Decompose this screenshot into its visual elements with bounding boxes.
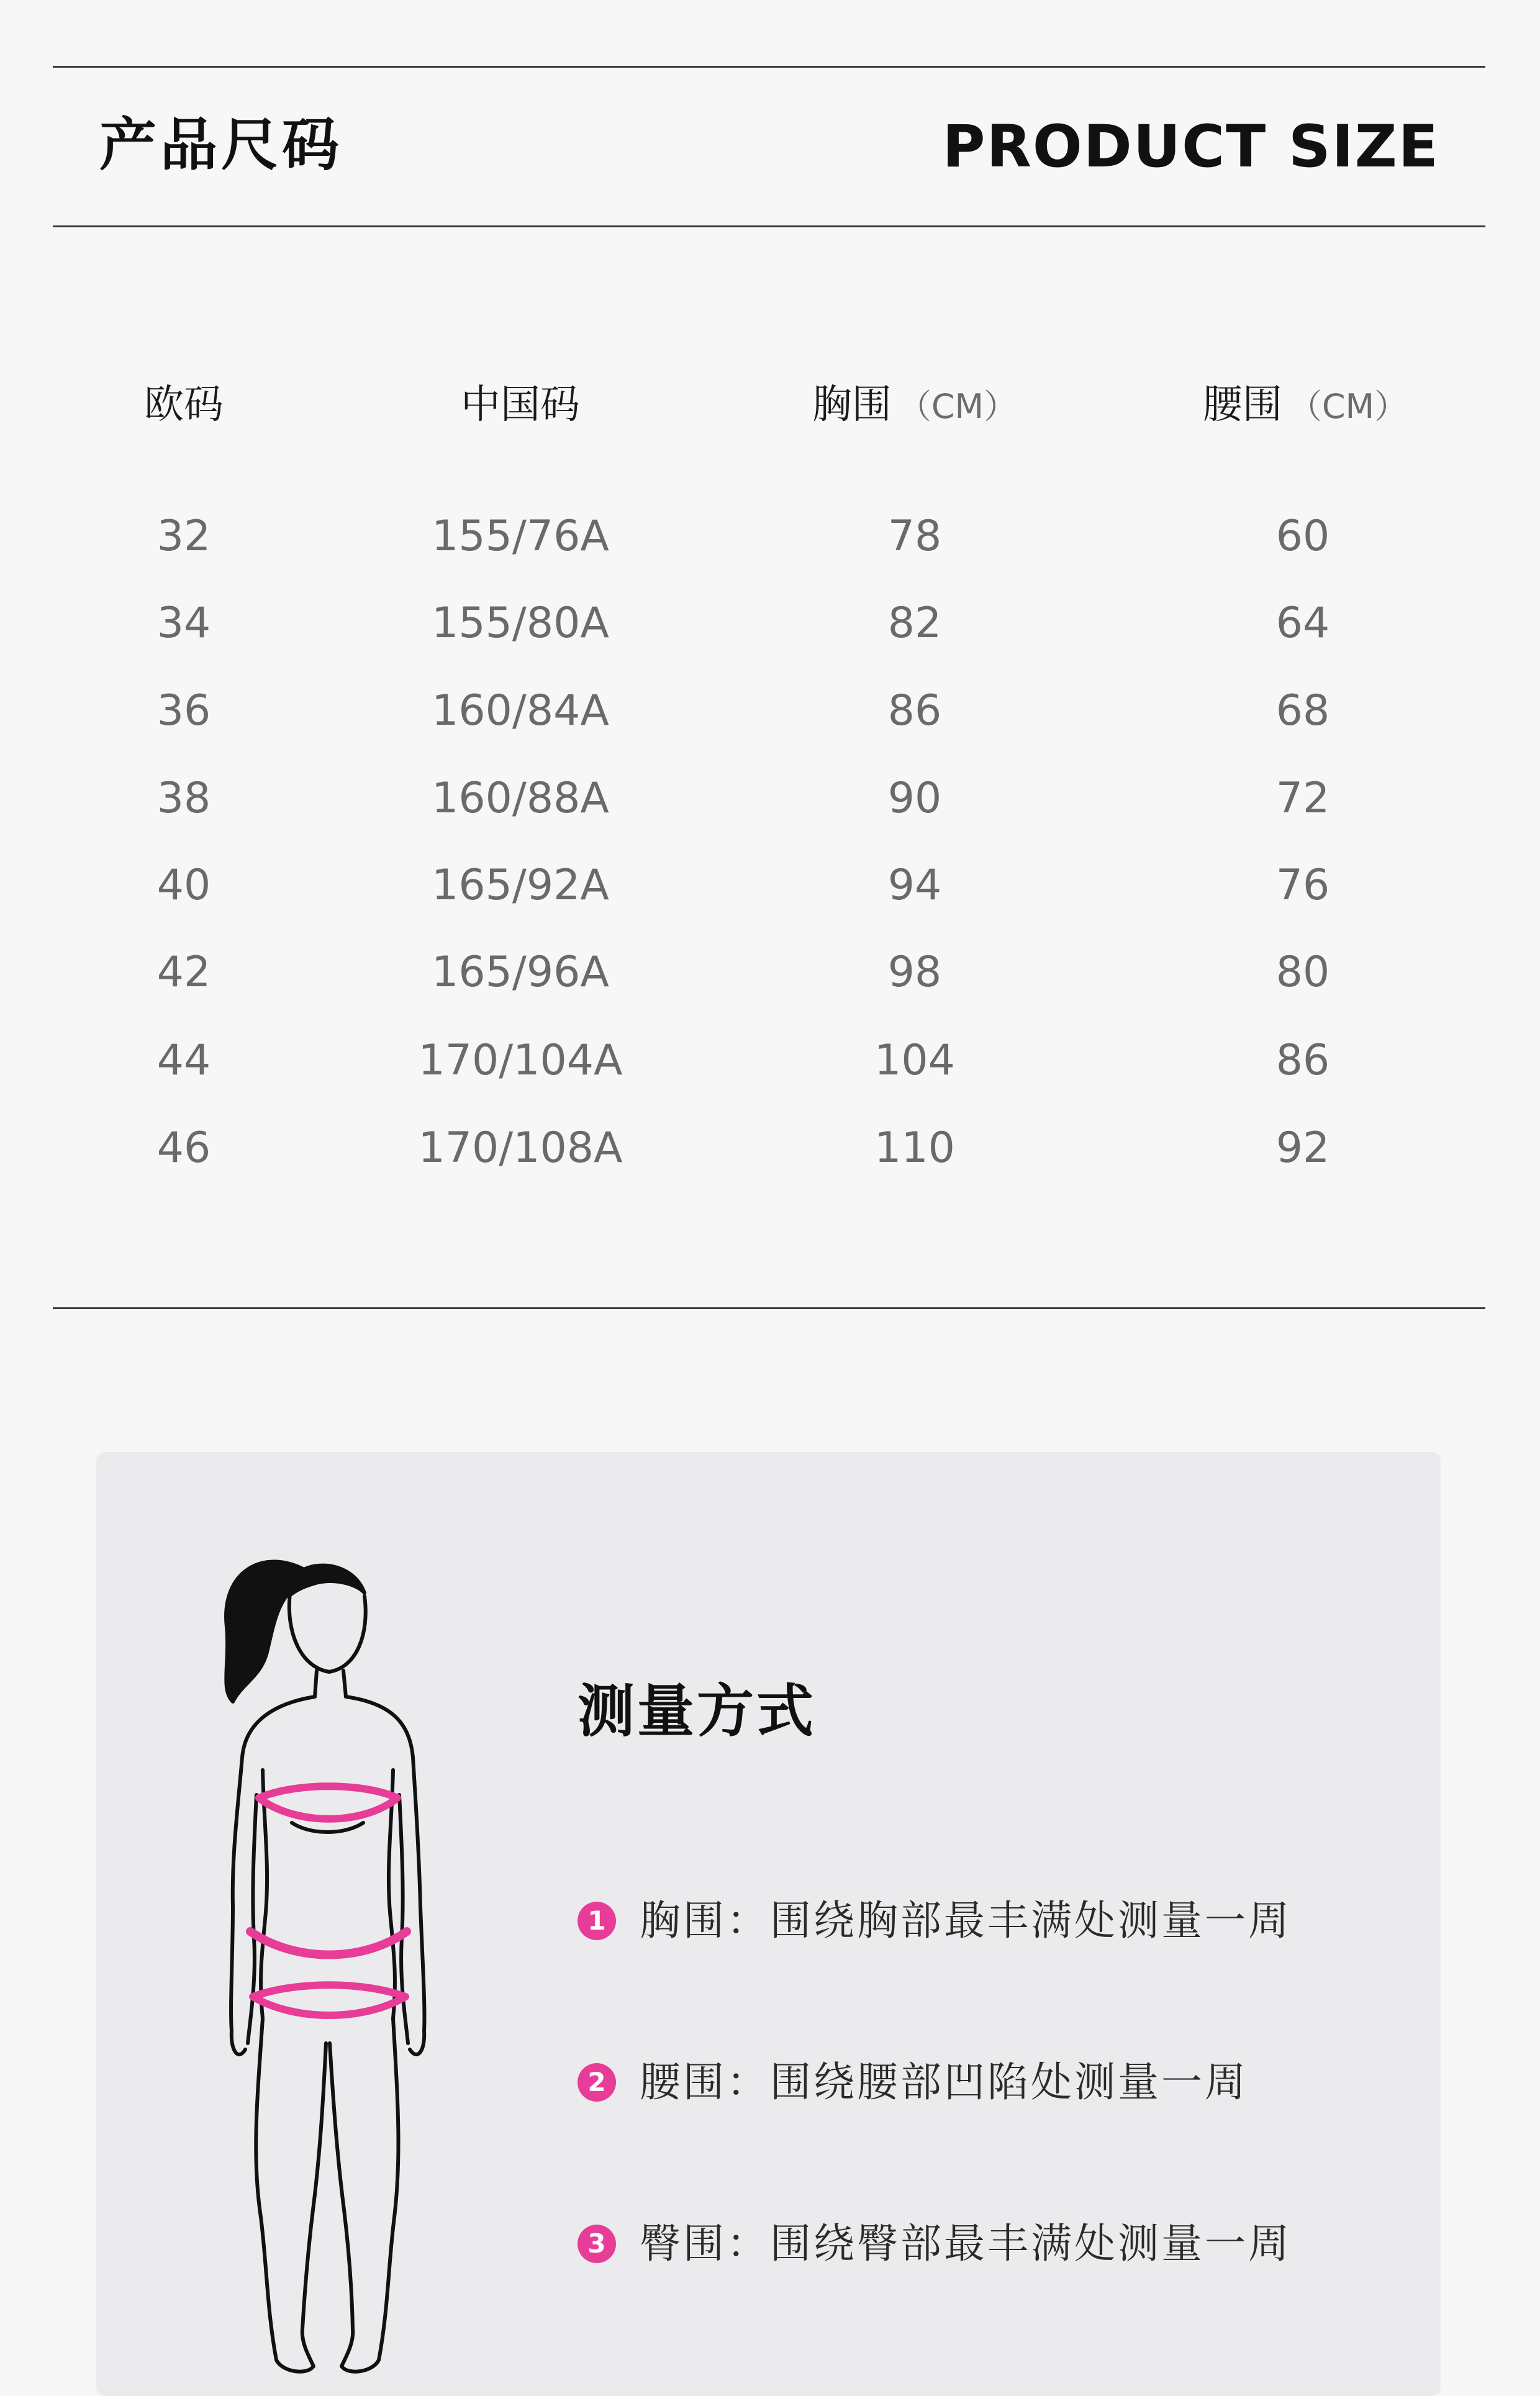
table-cell: 98 <box>887 948 942 997</box>
table-cell: 86 <box>1275 1036 1330 1085</box>
page-title-en: PRODUCT SIZE <box>942 113 1439 181</box>
table-cell: 76 <box>1275 861 1330 910</box>
column-header-label: 中国码 <box>461 382 580 428</box>
measurement-title: 测量方式 <box>578 1678 817 1745</box>
page-title-zh: 产品尺码 <box>99 112 343 178</box>
table-cell: 160/88A <box>432 774 609 823</box>
column-header-label: 腰围 <box>1202 382 1282 428</box>
table-cell: 80 <box>1275 948 1330 997</box>
table-cell: 165/92A <box>432 861 609 910</box>
column-header-label: 胸围 <box>812 382 892 428</box>
table-cell: 90 <box>887 774 942 823</box>
table-cell: 155/76A <box>432 512 609 561</box>
table-cell: 46 <box>156 1123 211 1173</box>
table-cell: 64 <box>1275 599 1330 648</box>
table-cell: 86 <box>887 686 942 735</box>
step-text: 腰围：围绕腰部凹陷处测量一周 <box>640 2058 1248 2106</box>
measurement-step-bust <box>578 1893 1292 1949</box>
step-text: 臀围：围绕臀部最丰满处测量一周 <box>640 2220 1292 2267</box>
table-cell: 110 <box>874 1123 955 1173</box>
table-cell: 32 <box>156 512 211 561</box>
table-cell: 78 <box>887 512 942 561</box>
column-header-waist <box>1202 382 1408 428</box>
table-cell: 38 <box>156 774 211 823</box>
table-cell: 170/104A <box>418 1036 623 1085</box>
column-header-unit: （CM） <box>897 387 1018 426</box>
column-header-unit: （CM） <box>1288 387 1408 426</box>
column-header-cn-size <box>461 382 580 428</box>
table-cell: 72 <box>1275 774 1330 823</box>
table-cell: 92 <box>1275 1123 1330 1173</box>
table-cell: 60 <box>1275 512 1330 561</box>
column-header-eu-size <box>144 382 224 428</box>
table-cell: 104 <box>874 1036 955 1085</box>
table-cell: 42 <box>156 948 211 997</box>
measurement-step-waist <box>578 2054 1248 2110</box>
column-header-label: 欧码 <box>144 382 224 428</box>
table-cell: 94 <box>887 861 942 910</box>
table-cell: 155/80A <box>432 599 609 648</box>
table-bottom-divider <box>53 1307 1485 1309</box>
step-number-badge: 3 <box>578 2225 616 2263</box>
table-cell: 82 <box>887 599 942 648</box>
table-cell: 40 <box>156 861 211 910</box>
table-cell: 44 <box>156 1036 211 1085</box>
table-cell: 34 <box>156 599 211 648</box>
table-cell: 68 <box>1275 686 1330 735</box>
step-number-badge: 1 <box>578 1902 616 1940</box>
step-text: 胸围：围绕胸部最丰满处测量一周 <box>640 1897 1292 1944</box>
table-cell: 36 <box>156 686 211 735</box>
table-cell: 170/108A <box>418 1123 623 1173</box>
measurement-step-hip <box>578 2216 1292 2272</box>
column-header-bust <box>812 382 1018 428</box>
table-cell: 160/84A <box>432 686 609 735</box>
table-cell: 165/96A <box>432 948 609 997</box>
body-measurement-figure <box>208 1534 444 2385</box>
step-number-badge: 2 <box>578 2063 616 2102</box>
